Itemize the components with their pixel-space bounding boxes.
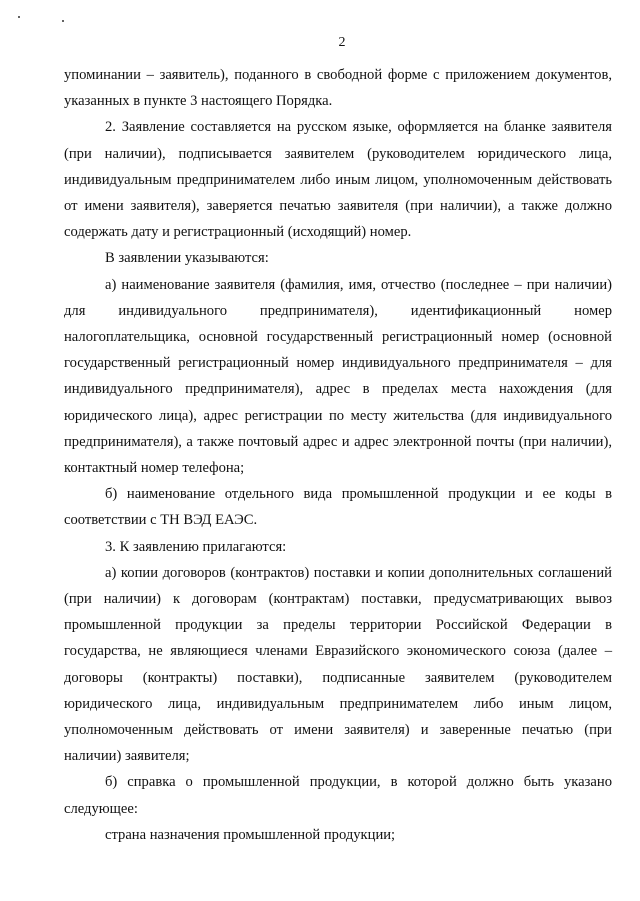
- paragraph: а) копии договоров (контрактов) поставки и копии дополнительных соглашений (при наличии) к договорам (контрактам) поставки, предусматривающих вывоз промышленной продукции за пределы территории Российской Федерации в государства, не являющиеся членами Евразийского экономического союза (далее – договоры (контракты) поставки), подписанные заявителем (руководителем юридического лица, индивидуальным предпринимателем либо иным лицом, уполномоченным действовать от имени заявителя) и заверенные печатью (при наличии) заявителя;: [64, 564, 612, 765]
- paragraph: б) наименование отдельного вида промышленной продукции и ее коды в соответствии с ТН ВЭД ЕАЭС.: [64, 486, 612, 529]
- paragraph: 3. К заявлению прилагаются:: [105, 538, 287, 555]
- paragraph: б) справка о промышленной продукции, в которой должно быть указано следующее:: [64, 774, 612, 817]
- paragraph: а) наименование заявителя (фамилия, имя, отчество (последнее – при наличии) для индивидуального предпринимателя), идентификационный номер налогоплательщика, основной государственный регистрационный номер (основной государственный регистрационный номер индивидуального предпринимателя – для индивидуального предпринимателя), адрес в пределах места нахождения (для юридического лица), адрес регистрации по месту жительства (для индивидуального предпринимателя), а также почтовый адрес и адрес электронной почты (при наличии), контактный номер телефона;: [64, 276, 612, 477]
- scan-speck: [62, 20, 64, 22]
- paragraph: 2. Заявление составляется на русском языке, оформляется на бланке заявителя (при наличии), подписывается заявителем (руководителем юридического лица, индивидуальным предпринимателем либо иным лицом, уполномоченным действовать от имени заявителя), заверяется печатью заявителя (при наличии), а также должно содержать дату и регистрационный (исходящий) номер.: [64, 119, 612, 241]
- paragraph: В заявлении указываются:: [105, 250, 269, 267]
- paragraph: страна назначения промышленной продукции;: [105, 826, 396, 843]
- paragraph: упоминании – заявитель), поданного в свободной форме с приложением документов, указанных в пункте 3 настоящего Порядка.: [64, 67, 612, 110]
- scan-speck: [18, 16, 20, 18]
- document-body: [64, 62, 612, 848]
- page-number: 2: [338, 35, 346, 50]
